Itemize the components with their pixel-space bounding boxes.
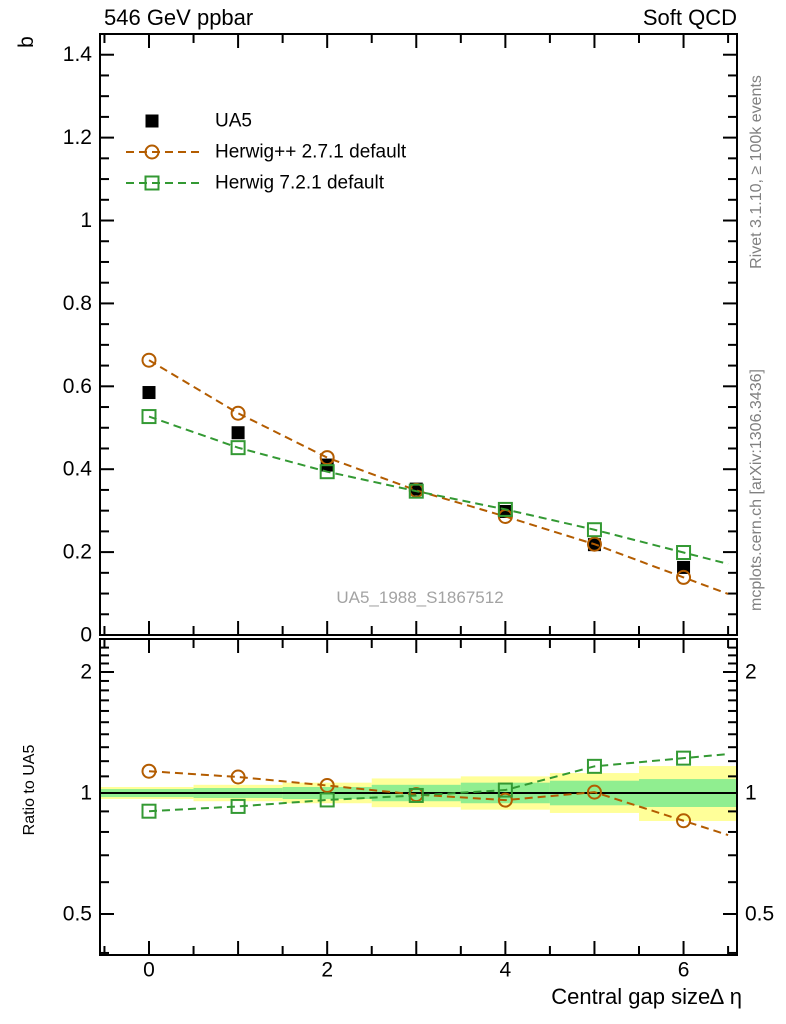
data-point (677, 561, 690, 574)
data-point (146, 115, 159, 128)
x-tick-label: 4 (499, 958, 512, 982)
data-point (499, 784, 512, 797)
data-point (588, 538, 601, 551)
data-point (677, 571, 690, 584)
analysis-id-watermark: UA5_1988_S1867512 (336, 588, 504, 607)
main-y-tick-label: 1.4 (62, 43, 92, 67)
legend-entry (146, 111, 252, 132)
data-point (232, 407, 245, 420)
data-point (146, 146, 159, 159)
ratio-y-tick-label: 1 (80, 781, 92, 805)
legend-label: Herwig++ 2.7.1 default (215, 141, 407, 163)
main-y-axis-title: b (15, 36, 38, 48)
data-point (499, 503, 512, 516)
main-y-tick-label: 0.2 (62, 540, 92, 564)
data-point (410, 789, 423, 802)
data-point (143, 410, 156, 423)
ratio-series-herwig-7-2-1-default (143, 752, 729, 818)
data-point (232, 426, 245, 439)
legend-label: UA5 (215, 110, 252, 132)
data-point (321, 779, 334, 792)
data-point (232, 441, 245, 454)
data-point (146, 177, 159, 190)
data-point (321, 793, 334, 806)
main-y-tick-label: 0.6 (62, 374, 92, 398)
data-point (677, 814, 690, 827)
data-point (143, 805, 156, 818)
main-panel (63, 34, 737, 647)
x-axis-title: Central gap size∆ η (551, 984, 742, 1009)
data-point (410, 483, 423, 496)
data-point (588, 760, 601, 773)
ratio-y-tick-label: 1 (745, 781, 757, 805)
data-point (321, 465, 334, 478)
series-herwig-2-7-1-default (143, 354, 729, 594)
ratio-y-axis-title: Ratio to UA5 (21, 744, 38, 836)
series-ua5 (143, 386, 691, 574)
data-point (143, 386, 156, 399)
mcplots-attribution-label: mcplots.cern.ch [arXiv:1306.3436] (748, 369, 765, 611)
ratio-background (98, 639, 739, 955)
data-point (410, 485, 423, 498)
data-point (499, 794, 512, 807)
data-point (410, 484, 423, 497)
main-y-tick-label: 1 (80, 209, 92, 233)
x-tick-label: 2 (321, 958, 334, 982)
legend-entry (126, 173, 385, 194)
uncertainty-band-inner (100, 779, 737, 807)
ratio-y-tick-label: 2 (745, 660, 757, 684)
series-herwig-7-2-1-default (143, 410, 729, 564)
legend-entry (126, 142, 407, 163)
data-point (143, 354, 156, 367)
data-point (499, 505, 512, 518)
data-point (677, 752, 690, 765)
data-point (499, 510, 512, 523)
data-point (410, 788, 423, 801)
data-point (588, 523, 601, 536)
data-point (321, 451, 334, 464)
data-point (143, 765, 156, 778)
x-tick-label: 0 (143, 958, 155, 982)
uncertainty-band-outer (100, 766, 737, 821)
main-y-tick-label: 0 (80, 623, 92, 647)
data-point (232, 770, 245, 783)
data-point (588, 538, 601, 551)
x-tick-label: 6 (677, 958, 690, 982)
ratio-y-tick-label: 0.5 (62, 902, 92, 926)
data-point (588, 786, 601, 799)
ratio-series-herwig-2-7-1-default (143, 765, 729, 835)
ratio-y-tick-label: 2 (80, 660, 92, 684)
ratio-panel (63, 639, 774, 982)
main-y-tick-label: 0.8 (62, 291, 92, 315)
ratio-y-tick-label: 0.5 (745, 902, 775, 926)
rivet-version-label: Rivet 3.1.10, ≥ 100k events (748, 75, 765, 269)
main-frame (100, 34, 737, 635)
main-y-tick-label: 1.2 (62, 126, 92, 150)
data-point (677, 546, 690, 559)
data-point (321, 459, 334, 472)
main-y-tick-label: 0.4 (62, 457, 92, 481)
ratio-frame (100, 639, 737, 955)
legend-label: Herwig 7.2.1 default (215, 172, 384, 194)
beam-energy-label: 546 GeV ppbar (104, 5, 254, 30)
process-group-label: Soft QCD (642, 5, 737, 30)
legend (126, 111, 407, 194)
data-point (232, 800, 245, 813)
